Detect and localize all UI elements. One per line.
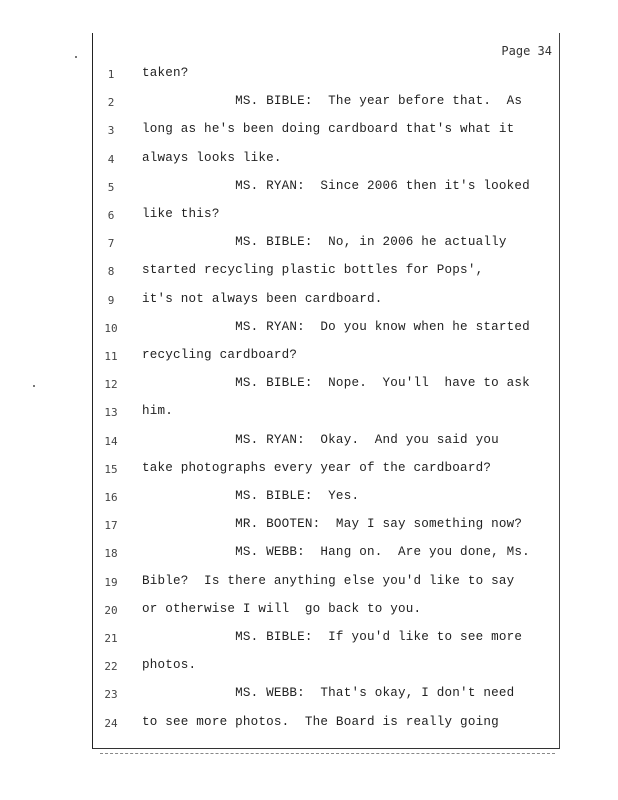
line-text: it's not always been cardboard.: [142, 291, 383, 306]
line-text: him.: [142, 404, 174, 419]
transcript-line: [0, 433, 618, 453]
transcript-line: [0, 517, 618, 537]
line-number: 20: [104, 603, 118, 617]
transcript-line: [0, 715, 618, 735]
transcript-line: [0, 461, 618, 481]
line-number: 16: [104, 491, 118, 504]
line-number: 24: [104, 716, 118, 730]
line-text: photos.: [142, 658, 197, 673]
line-text: started recycling plastic bottles for Pops',: [142, 263, 484, 278]
transcript-line: [0, 376, 618, 396]
line-number: 5: [107, 180, 115, 194]
line-text: always looks like.: [142, 150, 282, 165]
line-number: 15: [104, 462, 118, 476]
line-number: 18: [104, 547, 118, 561]
transcript-line: [0, 292, 618, 312]
line-number: 2: [107, 96, 115, 110]
line-number: 13: [104, 406, 118, 420]
line-text: or otherwise I will go back to you.: [142, 601, 422, 616]
line-text: like this?: [142, 207, 220, 221]
transcript-line: [0, 489, 618, 509]
line-number: 23: [104, 688, 118, 702]
line-number: 22: [104, 660, 118, 674]
transcript-line: [0, 94, 618, 114]
line-text: Bible? Is there anything else you'd like to say: [142, 573, 515, 588]
transcript-line: [0, 545, 618, 565]
line-number: 6: [107, 209, 115, 222]
line-text: MS. RYAN: Since 2006 then it's looked: [142, 178, 530, 193]
line-number: 1: [107, 68, 115, 81]
line-text: MS. WEBB: Hang on. Are you done, Ms.: [142, 545, 530, 560]
line-text: MS. BIBLE: Yes.: [142, 489, 360, 503]
transcript-line: [0, 179, 618, 199]
line-number: 8: [107, 265, 115, 279]
line-text: MS. BIBLE: The year before that. As: [142, 94, 523, 109]
line-text: to see more photos. The Board is really going: [142, 714, 499, 729]
transcript-line: [0, 263, 618, 283]
transcript-line: [0, 235, 618, 255]
line-number: 10: [104, 321, 118, 335]
line-number: 12: [104, 378, 118, 392]
line-text: MS. BIBLE: No, in 2006 he actually: [142, 235, 507, 250]
line-text: long as he's been doing cardboard that's what it: [142, 122, 515, 137]
transcript-line: [0, 574, 618, 594]
line-number: 21: [104, 632, 118, 645]
line-text: recycling cardboard?: [142, 348, 298, 362]
line-number: 4: [107, 152, 115, 166]
line-number: 17: [104, 519, 118, 533]
transcript-line: [0, 404, 618, 424]
line-number: 11: [104, 350, 118, 363]
line-number: 19: [104, 575, 118, 589]
line-number: 9: [107, 293, 115, 307]
line-text: MR. BOOTEN: May I say something now?: [142, 517, 523, 532]
line-number: 3: [107, 124, 115, 138]
line-text: MS. WEBB: That's okay, I don't need: [142, 686, 515, 701]
line-text: MS. RYAN: Do you know when he started: [142, 319, 530, 334]
transcript-line: [0, 602, 618, 622]
transcript-line: [0, 66, 618, 86]
transcript-line: [0, 348, 618, 368]
line-text: MS. RYAN: Okay. And you said you: [142, 432, 499, 447]
line-text: MS. BIBLE: Nope. You'll have to ask: [142, 376, 530, 391]
transcript-line: [0, 320, 618, 340]
transcript-line: [0, 207, 618, 227]
transcript-line: [0, 122, 618, 142]
page-number: Page 34: [501, 44, 552, 58]
line-number: 7: [107, 237, 115, 251]
line-number: 14: [104, 434, 118, 448]
line-text: MS. BIBLE: If you'd like to see more: [142, 630, 523, 644]
line-text: taken?: [142, 66, 189, 80]
transcript-line: [0, 151, 618, 171]
transcript-line: [0, 658, 618, 678]
line-text: take photographs every year of the cardboard?: [142, 460, 492, 475]
transcript-line: [0, 630, 618, 650]
transcript-line: [0, 686, 618, 706]
